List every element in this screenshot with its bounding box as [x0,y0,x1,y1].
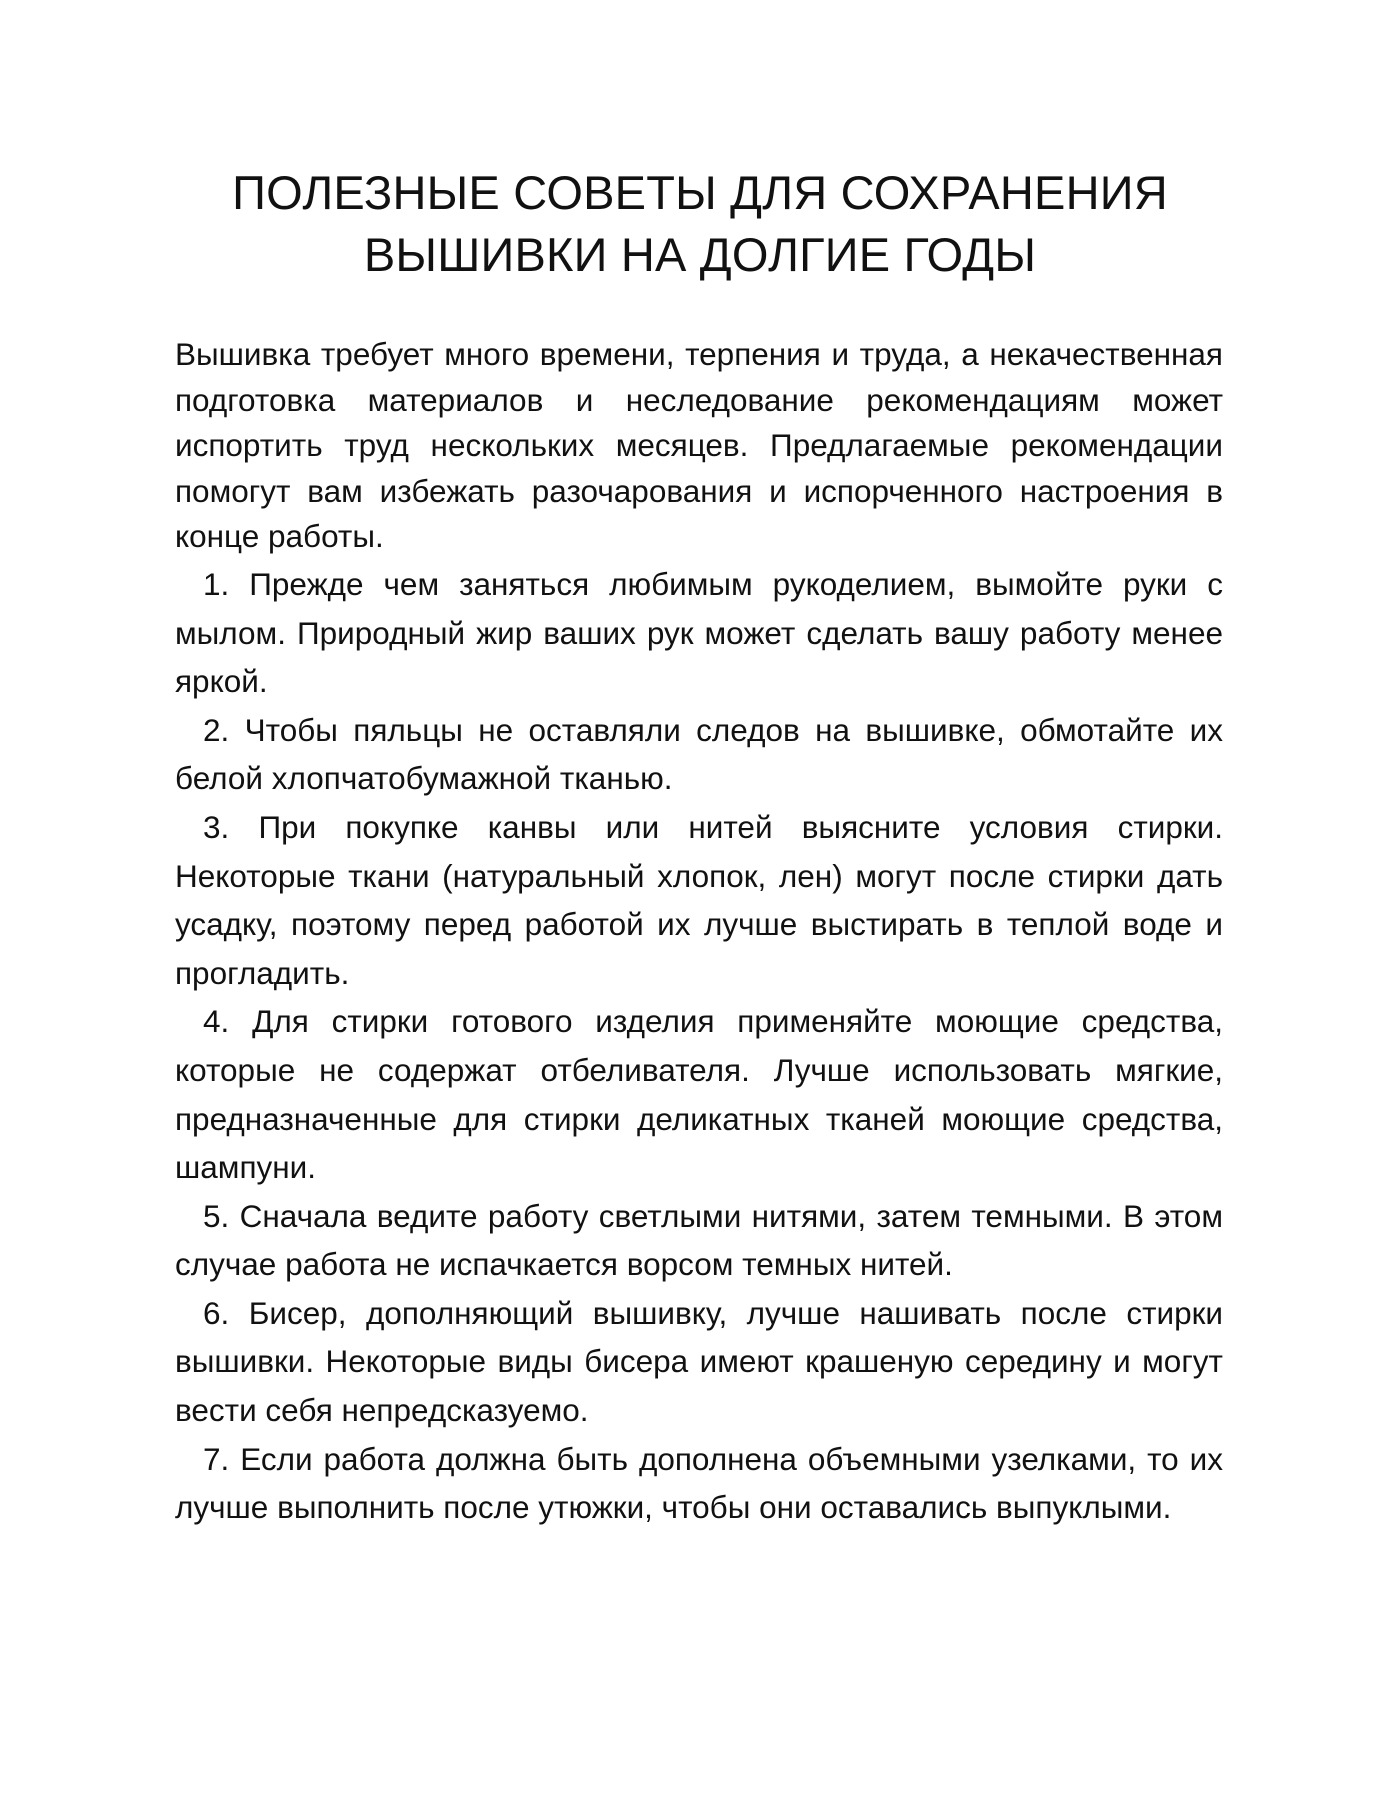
list-item-text: Бисер, дополняющий вышивку, лучше нашивать после стирки вышивки. Некоторые виды бисера имеют крашеную середину и могут вести себя непредсказуемо. [175,1294,1223,1429]
list-item [175,1192,1223,1289]
intro-paragraph: Вышивка требует много времени, терпения и труда, а некачественная подготовка материалов и неследование рекомендациям может испортить труд нескольких месяцев. Предлагаемые рекомендации помогут вам избежать разочарования и испорченного настроения в конце работы. [175,336,1223,555]
title-line-2: ВЫШИВКИ НА ДОЛГИЕ ГОДЫ [363,228,1037,281]
list-item-number: 6. [203,1294,230,1331]
list-item [175,997,1223,1191]
list-item-text: Чтобы пяльцы не оставляли следов на вышивке, обмотайте их белой хлопчатобумажной тканью. [175,711,1223,797]
list-item-number: 5. [203,1197,230,1234]
list-item-number: 3. [203,808,230,845]
list-item-number: 7. [203,1440,230,1477]
list-item-text: Для стирки готового изделия применяйте моющие средства, которые не содержат отбеливателя. Лучше использовать мягкие, предназначенные для стирки деликатных тканей моющие средства, шампуни. [175,1003,1223,1186]
title-line-1: ПОЛЕЗНЫЕ СОВЕТЫ ДЛЯ СОХРАНЕНИЯ [232,166,1168,219]
list-item-text: Если работа должна быть дополнена объемными узелками, то их лучше выполнить после утюжки, чтобы они оставались выпуклыми. [175,1440,1223,1526]
list-item [175,560,1223,706]
list-item-number: 1. [203,565,230,602]
tips-list [175,560,1223,1532]
page-title [175,162,1225,286]
list-item-number: 2. [203,711,230,748]
list-item [175,803,1223,997]
document-body [175,332,1223,1532]
list-item-text: Прежде чем заняться любимым рукоделием, вымойте руки с мылом. Природный жир ваших рук может сделать вашу работу менее яркой. [175,565,1223,700]
list-item [175,706,1223,803]
list-item-number: 4. [203,1003,230,1040]
list-item [175,1435,1223,1532]
list-item-text: Сначала ведите работу светлыми нитями, затем темными. В этом случае работа не испачкается ворсом темных нитей. [175,1197,1223,1283]
list-item-text: При покупке канвы или нитей выясните условия стирки. Некоторые ткани (натуральный хлопок, лен) могут после стирки дать усадку, поэтому перед работой их лучше выстирать в теплой воде и прогладить. [175,808,1223,991]
list-item [175,1289,1223,1435]
